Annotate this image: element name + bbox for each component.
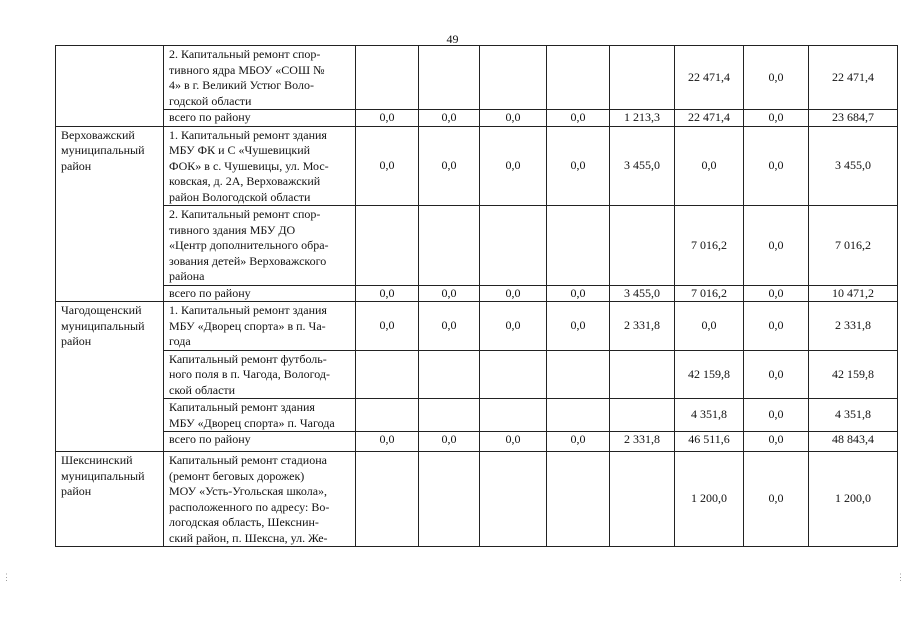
district-cell: Чагодощенский муниципальный район [56, 302, 164, 452]
project-name-cell: Капитальный ремонт футболь- ного поля в п. Чагода, Вологод- ской области [164, 350, 356, 399]
amount-cell: 7 016,2 [675, 285, 744, 302]
district-cell: Верховажский муниципальный район [56, 126, 164, 302]
amount-cell: 0,0 [744, 452, 809, 547]
amount-cell: 0,0 [744, 46, 809, 110]
amount-cell [356, 206, 419, 286]
amount-cell: 1 200,0 [675, 452, 744, 547]
amount-cell: 4 351,8 [809, 399, 898, 432]
project-name-cell: 2. Капитальный ремонт спор- тивного здания МБУ ДО «Центр дополнительного обра- зования детей» Верховажского района [164, 206, 356, 286]
project-name-cell: 1. Капитальный ремонт здания МБУ ФК и С «Чушевицкий ФОК» в с. Чушевицы, ул. Мос- ковская, д. 2А, Верховажский район Вологодской области [164, 126, 356, 206]
amount-cell: 0,0 [547, 110, 610, 127]
amount-cell: 22 471,4 [675, 46, 744, 110]
amount-cell [356, 399, 419, 432]
amount-cell: 22 471,4 [675, 110, 744, 127]
amount-cell [419, 350, 480, 399]
amount-cell [547, 399, 610, 432]
amount-cell: 0,0 [547, 432, 610, 452]
table-row [56, 350, 898, 399]
amount-cell [419, 399, 480, 432]
amount-cell: 0,0 [675, 126, 744, 206]
table-row [56, 302, 898, 351]
district-total-row [56, 432, 898, 452]
amount-cell: 0,0 [744, 350, 809, 399]
amount-cell [419, 452, 480, 547]
amount-cell: 0,0 [356, 302, 419, 351]
amount-cell: 3 455,0 [610, 126, 675, 206]
amount-cell: 0,0 [480, 285, 547, 302]
edge-mark-left: ⋮ [2, 572, 11, 582]
amount-cell: 0,0 [419, 126, 480, 206]
table-row [56, 452, 898, 547]
amount-cell: 1 213,3 [610, 110, 675, 127]
amount-cell: 0,0 [419, 110, 480, 127]
amount-cell: 0,0 [356, 110, 419, 127]
amount-cell [356, 46, 419, 110]
amount-cell: 48 843,4 [809, 432, 898, 452]
amount-cell: 0,0 [356, 285, 419, 302]
table-row [56, 126, 898, 206]
table-row [56, 206, 898, 286]
amount-cell [610, 399, 675, 432]
amount-cell: 42 159,8 [675, 350, 744, 399]
amount-cell: 0,0 [419, 302, 480, 351]
amount-cell: 0,0 [744, 302, 809, 351]
amount-cell [419, 206, 480, 286]
district-total-row [56, 285, 898, 302]
amount-cell [480, 206, 547, 286]
amount-cell [610, 452, 675, 547]
amount-cell: 7 016,2 [809, 206, 898, 286]
amount-cell [547, 452, 610, 547]
amount-cell: 0,0 [419, 432, 480, 452]
amount-cell: 4 351,8 [675, 399, 744, 432]
amount-cell [547, 46, 610, 110]
amount-cell [610, 206, 675, 286]
amount-cell [356, 452, 419, 547]
total-label: всего по району [164, 285, 356, 302]
amount-cell: 0,0 [356, 432, 419, 452]
amount-cell [610, 350, 675, 399]
amount-cell: 3 455,0 [809, 126, 898, 206]
total-label: всего по району [164, 110, 356, 127]
amount-cell [610, 46, 675, 110]
project-name-cell: 1. Капитальный ремонт здания МБУ «Дворец спорта» в п. Ча- года [164, 302, 356, 351]
amount-cell: 0,0 [419, 285, 480, 302]
page-number: 49 [446, 32, 459, 46]
amount-cell [480, 46, 547, 110]
table-row [56, 46, 898, 110]
amount-cell: 0,0 [480, 432, 547, 452]
amount-cell: 0,0 [744, 285, 809, 302]
amount-cell: 2 331,8 [610, 302, 675, 351]
project-name-cell: Капитальный ремонт стадиона (ремонт беговых дорожек) МОУ «Усть-Угольская школа», расположенного по адресу: Во- логодская область, Шекснин- ский район, п. Шексна, ул. Же- [164, 452, 356, 547]
amount-cell [419, 46, 480, 110]
total-label: всего по району [164, 432, 356, 452]
amount-cell: 23 684,7 [809, 110, 898, 127]
amount-cell: 0,0 [675, 302, 744, 351]
table-row [56, 399, 898, 432]
amount-cell: 22 471,4 [809, 46, 898, 110]
edge-mark-right: ⋮ [896, 572, 905, 582]
amount-cell: 42 159,8 [809, 350, 898, 399]
amount-cell: 0,0 [480, 302, 547, 351]
project-name-cell: 2. Капитальный ремонт спор- тивного ядра МБОУ «СОШ № 4» в г. Великий Устюг Воло- годской области [164, 46, 356, 110]
amount-cell: 7 016,2 [675, 206, 744, 286]
amount-cell [547, 206, 610, 286]
amount-cell: 10 471,2 [809, 285, 898, 302]
amount-cell: 0,0 [547, 126, 610, 206]
district-cell: Шекснинский муниципальный район [56, 452, 164, 547]
amount-cell [547, 350, 610, 399]
district-total-row [56, 110, 898, 127]
amount-cell: 2 331,8 [809, 302, 898, 351]
amount-cell: 0,0 [547, 285, 610, 302]
budget-table [55, 45, 898, 547]
amount-cell [356, 350, 419, 399]
amount-cell: 0,0 [480, 126, 547, 206]
amount-cell: 0,0 [744, 432, 809, 452]
amount-cell [480, 399, 547, 432]
district-cell [56, 46, 164, 127]
amount-cell: 0,0 [744, 126, 809, 206]
amount-cell: 0,0 [547, 302, 610, 351]
amount-cell [480, 452, 547, 547]
amount-cell: 46 511,6 [675, 432, 744, 452]
project-name-cell: Капитальный ремонт здания МБУ «Дворец спорта» п. Чагода [164, 399, 356, 432]
amount-cell: 2 331,8 [610, 432, 675, 452]
amount-cell: 0,0 [744, 206, 809, 286]
amount-cell: 3 455,0 [610, 285, 675, 302]
amount-cell [480, 350, 547, 399]
amount-cell: 0,0 [480, 110, 547, 127]
amount-cell: 0,0 [744, 110, 809, 127]
amount-cell: 0,0 [356, 126, 419, 206]
amount-cell: 1 200,0 [809, 452, 898, 547]
amount-cell: 0,0 [744, 399, 809, 432]
